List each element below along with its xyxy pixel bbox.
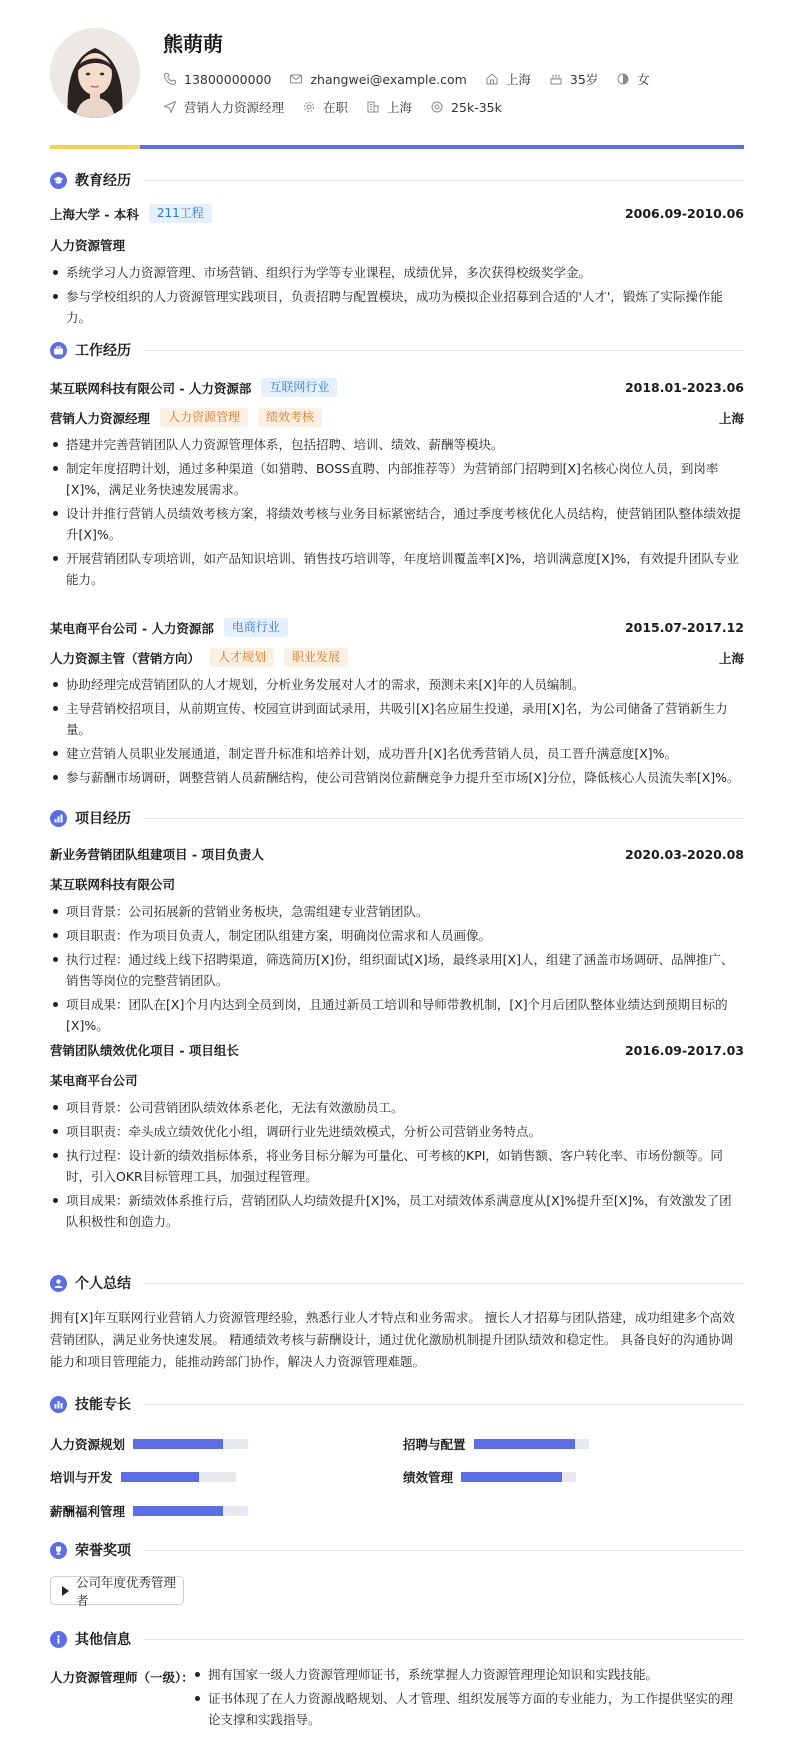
education-bullets bbox=[50, 262, 744, 331]
education-heading-row bbox=[50, 204, 744, 223]
list-item: 系统学习人力资源管理、市场营销、组织行为学等专业课程，成绩优异，多次获得校级奖学金。 bbox=[50, 262, 744, 283]
section-rule bbox=[143, 1283, 744, 1284]
list-item: 项目成果：团队在[X]个月内达到全员到岗，且通过新员工培训和导师带教机制，[X]个月后团队整体业绩达到预期目标的[X]%。 bbox=[50, 994, 744, 1036]
list-item: 设计并推行营销人员绩效考核方案，将绩效考核与业务目标紧密结合，通过季度考核优化人员结构，使营销团队整体绩效提升[X]%。 bbox=[50, 503, 744, 545]
skill-name: 培训与开发 bbox=[50, 1470, 113, 1485]
gender-item bbox=[616, 70, 650, 88]
project-bullets bbox=[50, 901, 744, 1039]
certificate-bullets bbox=[192, 1664, 744, 1733]
skill-bar-fill bbox=[474, 1439, 575, 1449]
section-title: 荣誉奖项 bbox=[75, 1543, 131, 1559]
position-text: 营销人力资源经理 bbox=[184, 100, 285, 115]
section-header bbox=[50, 1628, 744, 1650]
school-tag: 211工程 bbox=[149, 204, 212, 223]
major-name: 人力资源管理 bbox=[50, 238, 126, 253]
gear-icon bbox=[302, 100, 316, 114]
user-icon bbox=[50, 1275, 67, 1292]
section-header bbox=[50, 807, 744, 829]
city-item bbox=[366, 98, 412, 116]
skill-tag: 人才规划 bbox=[210, 648, 274, 667]
job-role-row bbox=[50, 408, 744, 427]
section-rule bbox=[143, 1550, 744, 1551]
skill-name: 薪酬福利管理 bbox=[50, 1504, 126, 1519]
section-header bbox=[50, 1272, 744, 1294]
section-rule bbox=[143, 350, 744, 351]
resume-header bbox=[50, 0, 744, 150]
skill-bar-fill bbox=[461, 1472, 562, 1482]
job-city: 上海 bbox=[718, 650, 744, 666]
skill-name: 人力资源规划 bbox=[50, 1437, 126, 1452]
list-item: 执行过程：通过线上线下招聘渠道，筛选简历[X]份，组织面试[X]场，最终录用[X]人，组建了涵盖市场调研、品牌推广、销售等岗位的完整营销团队。 bbox=[50, 949, 744, 991]
skills-section bbox=[50, 1393, 744, 1415]
phone-icon bbox=[163, 72, 177, 86]
mail-icon bbox=[289, 72, 303, 86]
email-item bbox=[289, 72, 466, 87]
project-bullets bbox=[50, 1097, 744, 1235]
project-date: 2020.03-2020.08 bbox=[624, 846, 744, 862]
section-rule bbox=[143, 818, 744, 819]
industry-tag: 电商行业 bbox=[224, 618, 288, 637]
list-item: 拥有国家一级人力资源管理师证书，系统掌握人力资源管理理论知识和实践技能。 bbox=[192, 1664, 744, 1685]
send-icon bbox=[163, 100, 177, 114]
company-name: 某电商平台公司 - 人力资源部 bbox=[50, 620, 214, 636]
list-item: 证书体现了在人力资源战略规划、人才管理、组织发展等方面的专业能力，为工作提供坚实的理论支撑和实践指导。 bbox=[192, 1688, 744, 1730]
trophy-icon bbox=[50, 1542, 67, 1559]
skill-bar bbox=[461, 1472, 576, 1482]
skill-bar-fill bbox=[133, 1506, 223, 1516]
project-company-row bbox=[50, 875, 744, 893]
summary-text: 拥有[X]年互联网行业营销人力资源管理经验，熟悉行业人才特点和业务需求。 擅长人才招募与团队搭建，成功组建多个高效营销团队，满足业务快速发展。 精通绩效考核与薪酬设计，通过优化激励机制提升团队绩效和稳定性。 具备良好的沟通协调能力和项目管理能力，能推动跨部门协作，解决人力资源管理难题。 bbox=[50, 1310, 735, 1369]
gender-icon bbox=[616, 72, 630, 86]
section-rule bbox=[143, 180, 744, 181]
skill-name: 绩效管理 bbox=[403, 1470, 454, 1485]
list-item: 参与薪酬市场调研，调整营销人员薪酬结构，使公司营销岗位薪酬竞争力提升至市场[X]分位，降低核心人员流失率[X]%。 bbox=[50, 767, 744, 788]
project-name: 营销团队绩效优化项目 - 项目组长 bbox=[50, 1043, 239, 1058]
coin-icon bbox=[430, 100, 444, 114]
phone-text: 13800000000 bbox=[184, 71, 272, 87]
skill-bar-fill bbox=[133, 1439, 223, 1449]
job-bullets bbox=[50, 674, 744, 791]
education-section bbox=[50, 169, 744, 191]
section-title: 技能专长 bbox=[75, 1397, 131, 1413]
awards-section bbox=[50, 1539, 744, 1561]
list-item: 制定年度招聘计划，通过多种渠道（如猎聘、BOSS直聘、内部推荐等）为营销部门招聘到[X]名核心岗位人员，到岗率[X]%，满足业务快速发展需求。 bbox=[50, 458, 744, 500]
job-bullets bbox=[50, 434, 744, 593]
summary-section bbox=[50, 1272, 744, 1294]
award-name: 公司年度优秀管理者 bbox=[76, 1574, 177, 1608]
graduation-cap-icon bbox=[50, 172, 67, 189]
list-item: 协助经理完成营销团队的人才规划，分析业务发展对人才的需求，预测未来[X]年的人员编制。 bbox=[50, 674, 744, 695]
gender-text: 女 bbox=[637, 72, 650, 87]
skill-tag: 人力资源管理 bbox=[160, 408, 248, 427]
bar-chart-icon bbox=[50, 810, 67, 827]
avatar bbox=[50, 28, 140, 118]
industry-tag: 互联网行业 bbox=[261, 378, 337, 397]
project-company-row bbox=[50, 1071, 744, 1089]
major-row bbox=[50, 236, 744, 254]
list-item: 项目职责：牵头成立绩效优化小组，调研行业先进绩效模式，分析公司营销业务特点。 bbox=[50, 1121, 744, 1142]
section-title: 其他信息 bbox=[75, 1632, 131, 1648]
list-item: 项目职责：作为项目负责人，制定团队组建方案，明确岗位需求和人员画像。 bbox=[50, 925, 744, 946]
section-header bbox=[50, 339, 744, 361]
other-section bbox=[50, 1628, 744, 1650]
list-item: 建立营销人员职业发展通道，制定晋升标准和培养计划，成功晋升[X]名优秀营销人员，员工晋升满意度[X]%。 bbox=[50, 743, 744, 764]
location-text: 上海 bbox=[505, 72, 531, 87]
divider-accent-yellow bbox=[50, 145, 140, 149]
education-date: 2006.09-2010.06 bbox=[624, 206, 744, 221]
project-name: 新业务营销团队组建项目 - 项目负责人 bbox=[50, 847, 264, 862]
city-text: 上海 bbox=[387, 100, 413, 115]
section-rule bbox=[143, 1404, 744, 1405]
job-heading-row bbox=[50, 618, 744, 637]
skill-item bbox=[50, 1502, 248, 1520]
divider-accent-blue bbox=[140, 145, 744, 149]
age-item bbox=[549, 70, 598, 88]
status-item bbox=[302, 98, 348, 116]
award-item bbox=[50, 1574, 184, 1608]
certificate-label: 人力资源管理师（一级）： bbox=[50, 1670, 194, 1685]
skill-name: 招聘与配置 bbox=[403, 1437, 466, 1452]
section-title: 教育经历 bbox=[75, 173, 131, 189]
company-name: 某互联网科技有限公司 - 人力资源部 bbox=[50, 380, 252, 396]
briefcase-icon bbox=[50, 342, 67, 359]
list-item: 主导营销校招项目，从前期宣传、校园宣讲到面试录用，共吸引[X]名应届生投递，录用[X]名，为公司储备了营销新生力量。 bbox=[50, 698, 744, 740]
cake-icon bbox=[549, 72, 563, 86]
job-date: 2015.07-2017.12 bbox=[624, 620, 744, 635]
job-intent-row bbox=[163, 98, 520, 116]
contact-row bbox=[163, 70, 668, 88]
project-heading-row bbox=[50, 1041, 744, 1059]
skill-item bbox=[403, 1468, 576, 1486]
list-item: 搭建并完善营销团队人力资源管理体系，包括招聘、培训、绩效、薪酬等模块。 bbox=[50, 434, 744, 455]
list-item: 开展营销团队专项培训，如产品知识培训、销售技巧培训等，年度培训覆盖率[X]%，培训满意度[X]%，有效提升团队专业能力。 bbox=[50, 548, 744, 590]
job-heading-row bbox=[50, 378, 744, 397]
skill-item bbox=[50, 1435, 248, 1453]
skill-bar bbox=[474, 1439, 589, 1449]
header-divider bbox=[50, 145, 744, 149]
section-header bbox=[50, 169, 744, 191]
skill-tag: 职业发展 bbox=[284, 648, 348, 667]
skill-bar-fill bbox=[121, 1472, 199, 1482]
chart-icon bbox=[50, 1396, 67, 1413]
phone-item bbox=[163, 72, 271, 87]
section-title: 个人总结 bbox=[75, 1276, 131, 1292]
status-text: 在职 bbox=[323, 100, 349, 115]
project-date: 2016.09-2017.03 bbox=[624, 1042, 744, 1058]
section-title: 工作经历 bbox=[75, 343, 131, 359]
project-company: 某电商平台公司 bbox=[50, 1073, 138, 1088]
section-header bbox=[50, 1393, 744, 1415]
school-name: 上海大学 - 本科 bbox=[50, 206, 139, 222]
skill-bar bbox=[133, 1439, 248, 1449]
job-date: 2018.01-2023.06 bbox=[624, 380, 744, 395]
resume-page bbox=[50, 0, 744, 1727]
list-item: 执行过程：设计新的绩效指标体系，将业务目标分解为可量化、可考核的KPI，如销售额、客户转化率、市场份额等。同时，引入OKR目标管理工具，加强过程管理。 bbox=[50, 1145, 744, 1187]
project-heading-row bbox=[50, 845, 744, 863]
list-item: 项目背景：公司营销团队绩效体系老化，无法有效激励员工。 bbox=[50, 1097, 744, 1118]
skill-tag: 绩效考核 bbox=[258, 408, 322, 427]
list-item: 项目背景：公司拓展新的营销业务板块，急需组建专业营销团队。 bbox=[50, 901, 744, 922]
project-company: 某互联网科技有限公司 bbox=[50, 877, 176, 892]
job-role: 人力资源主管（营销方向） bbox=[50, 650, 201, 666]
job-role: 营销人力资源经理 bbox=[50, 410, 151, 426]
section-header bbox=[50, 1539, 744, 1561]
skill-item bbox=[50, 1468, 236, 1486]
position-item bbox=[163, 98, 284, 116]
job-role-row bbox=[50, 648, 744, 667]
projects-section bbox=[50, 807, 744, 829]
building-icon bbox=[366, 100, 380, 114]
skill-bar bbox=[121, 1472, 236, 1482]
skill-bar bbox=[133, 1506, 248, 1516]
home-icon bbox=[485, 72, 499, 86]
salary-item bbox=[430, 100, 502, 115]
candidate-name: 熊萌萌 bbox=[163, 32, 223, 56]
list-item: 项目成果：新绩效体系推行后，营销团队人均绩效提升[X]%，员工对绩效体系满意度从[X]%提升至[X]%，有效激发了团队积极性和创造力。 bbox=[50, 1190, 744, 1232]
section-title: 项目经历 bbox=[75, 811, 131, 827]
salary-text: 25k-35k bbox=[451, 99, 502, 115]
info-icon bbox=[50, 1631, 67, 1648]
work-section bbox=[50, 339, 744, 361]
list-item: 参与学校组织的人力资源管理实践项目，负责招聘与配置模块，成功为模拟企业招募到合适的'人才'，锻炼了实际操作能力。 bbox=[50, 286, 744, 328]
email-text: zhangwei@example.com bbox=[310, 71, 467, 87]
play-icon bbox=[62, 1586, 69, 1596]
location-item bbox=[485, 70, 531, 88]
section-rule bbox=[143, 1639, 744, 1640]
age-text: 35岁 bbox=[569, 72, 599, 87]
skill-item bbox=[403, 1435, 589, 1453]
job-city: 上海 bbox=[718, 410, 744, 426]
